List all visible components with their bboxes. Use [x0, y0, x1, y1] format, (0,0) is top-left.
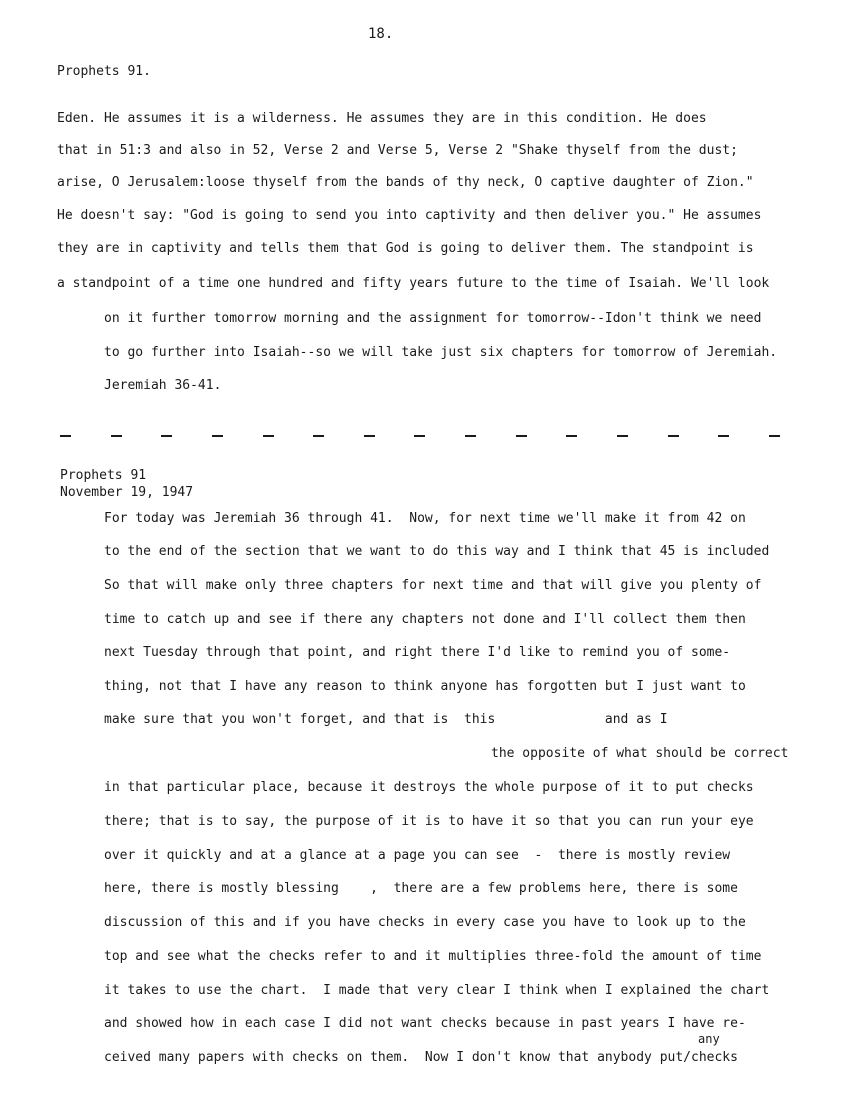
separator-dash [516, 435, 527, 437]
separator-dash [718, 435, 729, 437]
separator-dash [414, 435, 425, 437]
body-line: next Tuesday through that point, and right there I'd like to remind you of some- [104, 645, 731, 660]
separator-dash [566, 435, 577, 437]
section-separator [60, 432, 780, 437]
body-line: it takes to use the chart. I made that very clear I think when I explained the chart [104, 983, 770, 998]
body-line: here, there is mostly blessing , there are a few problems here, there is some [104, 881, 738, 896]
body-line: there; that is to say, the purpose of it is to have it so that you can run your eye [104, 814, 754, 829]
body-line: He doesn't say: "God is going to send you into captivity and then deliver you." He assumes [57, 208, 762, 223]
body-line: make sure that you won't forget, and that is this and as I [104, 712, 668, 727]
separator-dash [465, 435, 476, 437]
body-line: time to catch up and see if there any chapters not done and I'll collect them then [104, 612, 746, 627]
body-line: For today was Jeremiah 36 through 41. Now, for next time we'll make it from 42 on [104, 511, 746, 526]
page-header: Prophets 91. [57, 64, 151, 79]
body-line: the opposite of what should be correct [491, 746, 789, 761]
separator-dash [668, 435, 679, 437]
section-course-title: Prophets 91 [60, 468, 147, 483]
body-line: Jeremiah 36-41. [104, 378, 222, 393]
separator-dash [111, 435, 122, 437]
separator-dash [60, 435, 71, 437]
body-line: Eden. He assumes it is a wilderness. He assumes they are in this condition. He does [57, 111, 707, 126]
body-line: top and see what the checks refer to and it multiplies three-fold the amount of time [104, 949, 762, 964]
body-line: that in 51:3 and also in 52, Verse 2 and Verse 5, Verse 2 "Shake thyself from the dust; [57, 143, 738, 158]
page-number: 18. [368, 26, 394, 42]
body-line: and showed how in each case I did not want checks because in past years I have re- [104, 1016, 746, 1031]
separator-dash [161, 435, 172, 437]
body-line: arise, O Jerusalem:loose thyself from the bands of thy neck, O captive daughter of Zion." [57, 175, 754, 190]
separator-dash [769, 435, 780, 437]
body-line: thing, not that I have any reason to think anyone has forgotten but I just want to [104, 679, 746, 694]
body-line: in that particular place, because it destroys the whole purpose of it to put checks [104, 780, 754, 795]
separator-dash [212, 435, 223, 437]
body-line: to go further into Isaiah--so we will take just six chapters for tomorrow of Jeremiah. [104, 345, 778, 360]
body-line: a standpoint of a time one hundred and fifty years future to the time of Isaiah. We'll look [57, 276, 770, 291]
section-date: November 19, 1947 [60, 485, 194, 500]
separator-dash [313, 435, 324, 437]
separator-dash [364, 435, 375, 437]
body-line: discussion of this and if you have checks in every case you have to look up to the [104, 915, 746, 930]
interlinear-insertion: any [698, 1032, 720, 1046]
separator-dash [263, 435, 274, 437]
body-line: to the end of the section that we want to do this way and I think that 45 is included [104, 544, 770, 559]
body-line: they are in captivity and tells them that God is going to deliver them. The standpoint is [57, 241, 754, 256]
body-line: on it further tomorrow morning and the assignment for tomorrow--Idon't think we need [104, 311, 762, 326]
body-line: ceived many papers with checks on them. Now I don't know that anybody put/checks [104, 1050, 738, 1065]
body-line: So that will make only three chapters for next time and that will give you plenty of [104, 578, 762, 593]
separator-dash [617, 435, 628, 437]
body-line: over it quickly and at a glance at a page you can see - there is mostly review [104, 848, 731, 863]
